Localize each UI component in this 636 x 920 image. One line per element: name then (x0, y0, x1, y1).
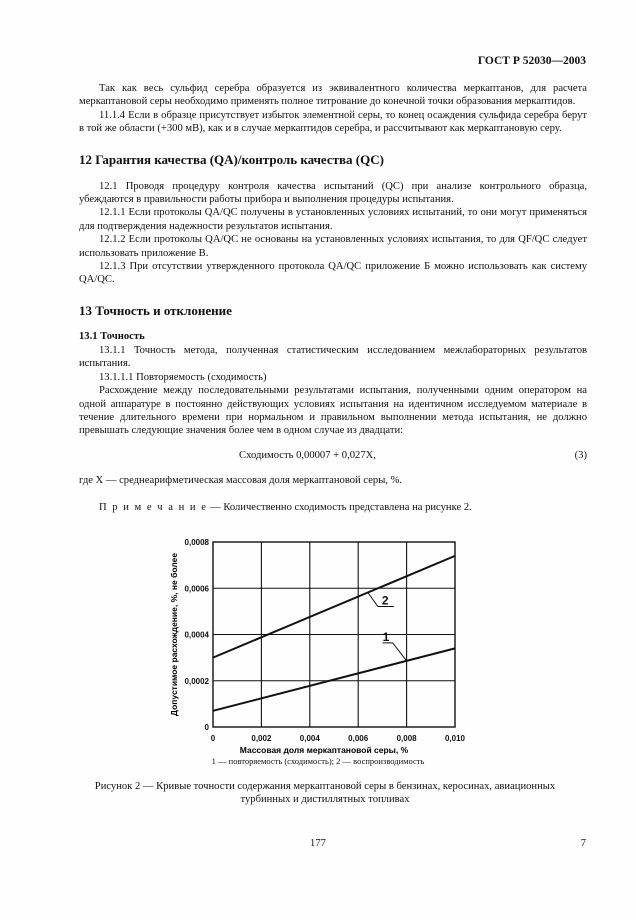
y-tick-label: 0,0002 (184, 676, 209, 686)
x-tick-label: 0,004 (299, 734, 320, 743)
sheet-number: 7 (580, 838, 586, 849)
x-tick-label: 0,008 (396, 734, 417, 743)
paragraph: 12.1.2 Если протоколы QA/QC не основаны на установленных условиях испытания, то для QF/QC следует использовать приложение В. (79, 234, 587, 259)
curve-1-leader (383, 643, 407, 661)
curve-label-1: 1 (382, 629, 390, 644)
section-heading-12: 12 Гарантия качества (QA)/контроль качества (QC) (79, 151, 384, 167)
figure-caption: Рисунок 2 — Кривые точности содержания меркаптановой серы в бензинах, керосинах, авиационных турбинных и дистиллятных топливах (94, 781, 556, 806)
note-label: П р и м е ч а н и е (99, 502, 208, 514)
x-tick-label: 0,002 (251, 734, 272, 743)
note-text: — Количественно сходимость представлена на рисунке 2. (207, 502, 472, 514)
subsection-heading: 13.1 Точность (79, 330, 145, 342)
x-axis-label: Массовая доля меркаптановой серы, % (239, 745, 409, 755)
curve-label-2: 2 (381, 593, 389, 608)
x-tick-label: 0,006 (348, 734, 369, 743)
series-line-2 (213, 556, 455, 658)
page-number: 177 (310, 838, 326, 849)
x-tick-label: 0 (210, 734, 216, 743)
formula: Сходимость 0,00007 + 0,027X, (239, 449, 376, 461)
series-line-1 (213, 648, 455, 710)
x-tick-label: 0,010 (444, 734, 466, 743)
chart-series (213, 556, 455, 711)
curve-2-leader (368, 593, 394, 607)
y-tick-label: 0,0004 (184, 630, 209, 640)
formula-number: (3) (574, 449, 587, 461)
section-heading-13: 13 Точность и отклонение (79, 302, 232, 318)
paragraph: Расхождение между последовательными результатами испытания, полученными одним оператором на одной аппаратуре в постоянно действующих условиях испытания на идентичном исследуемом материале в течение длительного времени при нормальном и правильном выполнении метода испытания, не должно превышать следующие значения более чем в одном случае из двадцати: (79, 385, 587, 437)
y-tick-label: 0,0006 (184, 584, 209, 594)
paragraph: 13.1.1 Точность метода, полученная статистическим исследованием межлабораторных результатов испытания. (79, 344, 587, 370)
y-axis-label: Допустимое расхождение, %, не более (169, 552, 179, 717)
paragraph: 13.1.1.1 Повторяемость (сходимость) (99, 371, 267, 383)
paragraph: Так как весь сульфид серебра образуется из эквивалентного количества меркаптанов, для расчета меркаптановой серы необходимо применять полное титрование до конечной точки образования меркаптидов. (79, 83, 587, 108)
chart-grid (213, 542, 455, 727)
paragraph: 12.1.3 При отсутствии утвержденного протокола QA/QC приложение Б можно использовать как систему QA/QC. (79, 261, 587, 286)
y-tick-label: 0 (204, 723, 209, 732)
figure-legend: 1 — повторяемость (сходимость); 2 — воспроизводимость (211, 756, 425, 766)
y-tick-label: 0,0008 (184, 538, 209, 547)
paragraph: 12.1.1 Если протоколы QA/QC получены в установленных условиях испытаний, то они могут применяться для подтверждения надежности результатов испытания. (79, 207, 587, 232)
formula-explanation: где X — среднеарифметическая массовая доля меркаптановой серы, %. (79, 474, 403, 486)
paragraph: 11.1.4 Если в образце присутствует избыток элементной серы, то конец осаждения сульфида серебра берут в той же области (+300 мВ), как и в случае меркаптидов серебра, и рассчитывают как меркаптановую серу. (79, 109, 587, 135)
paragraph: 12.1 Проводя процедуру контроля качества испытаний (QC) при анализе контрольного образца, убеждаются в правильности работы прибора и выполнения процедуры испытания. (79, 180, 587, 206)
document-code: ГОСТ Р 52030—2003 (477, 55, 586, 67)
